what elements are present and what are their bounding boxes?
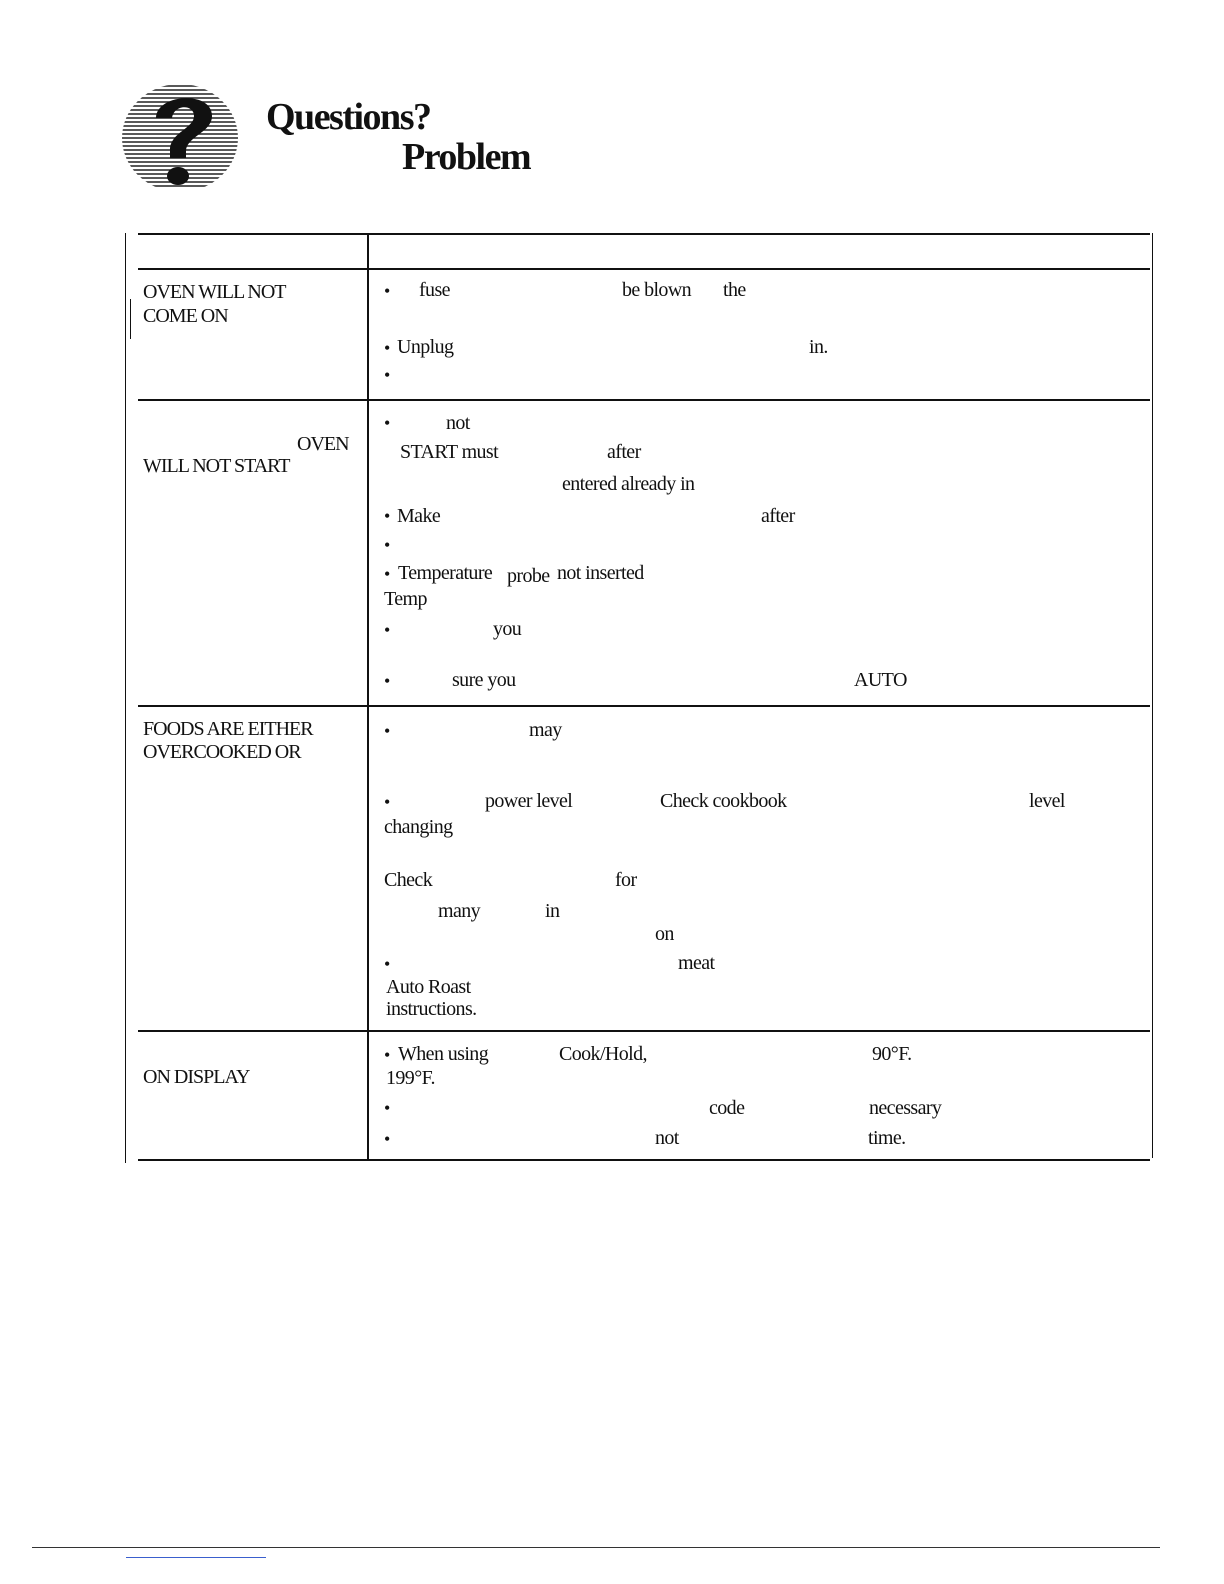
cause-text: Check cookbook [660, 790, 787, 812]
cause-text: you [493, 618, 522, 640]
bullet: • [384, 338, 390, 358]
bullet: • [384, 564, 390, 584]
cause-text: after [761, 505, 795, 527]
bullet: • [384, 721, 390, 741]
cause-text: entered already in [562, 473, 695, 495]
cause-text: not inserted [557, 562, 644, 584]
cause-text: many [438, 900, 481, 922]
problem-label: OVERCOOKED OR [143, 741, 301, 763]
cause-text: on [655, 923, 674, 945]
cause-text: in [545, 900, 560, 922]
cause-text: necessary [869, 1097, 942, 1119]
bullet: • [384, 535, 390, 555]
cause-text: may [529, 719, 562, 741]
cause-text: Temp [384, 588, 427, 610]
bullet: • [384, 792, 390, 812]
cause-text: Check [384, 869, 433, 891]
cause-text: When using [398, 1043, 489, 1065]
bullet: • [384, 1098, 390, 1118]
footer-rule [32, 1547, 1160, 1548]
cause-text: Temperature [398, 562, 493, 584]
page-title-line2: Problem [402, 136, 531, 178]
page-title-line1: Questions? [266, 96, 431, 138]
bullet: • [384, 671, 390, 691]
cause-text: 199°F. [386, 1067, 435, 1089]
cause-text: 90°F. [872, 1043, 912, 1065]
problem-label: FOODS ARE EITHER [143, 718, 313, 740]
cause-text: AUTO [854, 669, 907, 691]
cause-text: Cook/Hold, [559, 1043, 647, 1065]
bullet: • [384, 954, 390, 974]
bullet: • [384, 1129, 390, 1149]
cause-text: the [723, 279, 746, 301]
bullet: • [384, 1045, 390, 1065]
cause-text: level [1029, 790, 1065, 812]
cause-text: probe [507, 565, 550, 587]
cause-text: not [446, 412, 470, 434]
question-mark-icon [120, 80, 248, 198]
problem-label: OVEN WILL NOT [143, 281, 286, 303]
cause-text: START must [400, 441, 499, 463]
cause-text: changing [384, 816, 453, 838]
problem-label: ON DISPLAY [143, 1066, 250, 1088]
cause-text: fuse [419, 279, 450, 301]
bullet: • [384, 365, 390, 385]
cause-text: power level [485, 790, 573, 812]
problem-label: COME ON [143, 305, 228, 327]
cause-text: code [709, 1097, 745, 1119]
cause-text: Unplug [397, 336, 454, 358]
problem-label: OVEN [297, 433, 349, 455]
bullet: • [384, 413, 390, 433]
cause-text: in. [809, 336, 828, 358]
cause-text: for [615, 869, 637, 891]
footer-link-underline [126, 1557, 266, 1558]
cause-text: instructions. [386, 998, 477, 1020]
bullet: • [384, 281, 390, 301]
problem-label: WILL NOT START [143, 455, 290, 477]
cause-text: time. [868, 1127, 906, 1149]
cause-text: Auto Roast [386, 976, 471, 998]
cause-text: sure you [452, 669, 516, 691]
cause-text: meat [678, 952, 715, 974]
cause-text: Make [397, 505, 441, 527]
cause-text: be blown [622, 279, 692, 301]
cause-text: after [607, 441, 641, 463]
bullet: • [384, 506, 390, 526]
bullet: • [384, 620, 390, 640]
cause-text: not [655, 1127, 679, 1149]
